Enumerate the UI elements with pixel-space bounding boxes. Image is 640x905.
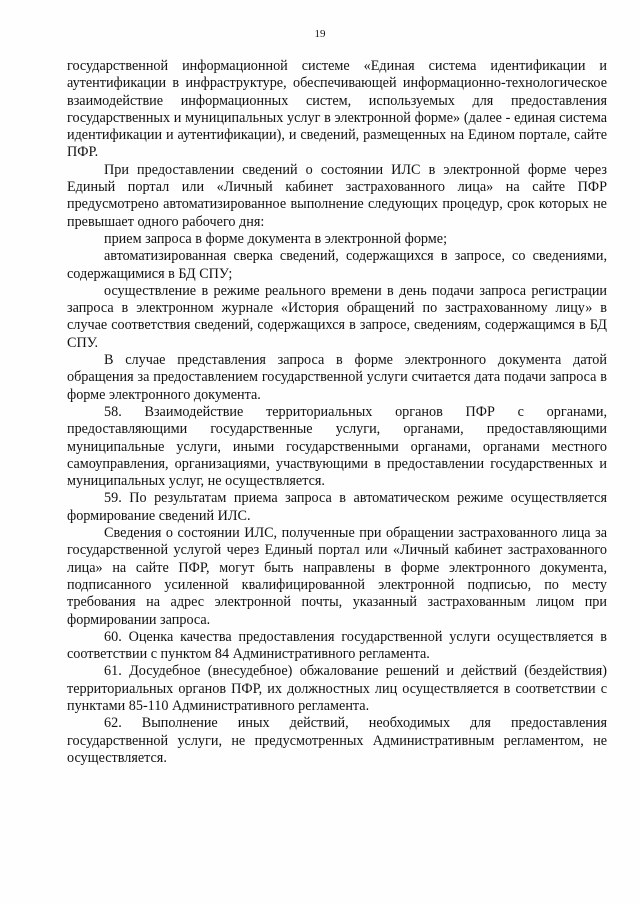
paragraph-ils-delivery: Сведения о состоянии ИЛС, полученные при обращении застрахованного лица за государственной услугой через Единый портал или «Личный кабинет застрахованного лица» на сайте ПФР, могут быть направлены в форме электронного документа, подписанного усиленной квалифицированной электронной подписью, по месту требования на адрес электронной почты, указанный застрахованным лицом при формировании запроса. [67,525,607,628]
paragraph-clause-61: 61. Досудебное (внесудебное) обжалование решений и действий (бездействия) территориальных органов ПФР, их должностных лиц осуществляется в соответствии с пунктами 85-110 Административного регламента. [67,663,607,714]
paragraph-clause-60: 60. Оценка качества предоставления государственной услуги осуществляется в соответствии с пунктом 84 Административного регламента. [67,628,607,663]
paragraph-continuation: государственной информационной системе «Единая система идентификации и аутентификации в инфраструктуре, обеспечивающей информационно-технологическое взаимодействие информационных систем, используемых для предоставления государственных и муниципальных услуг в электронной форме» (далее - единая система идентификации и аутентификации), и сведений, размещенных на Едином портале, сайте ПФР. [67,58,607,161]
paragraph-clause-59: 59. По результатам приема запроса в автоматическом режиме осуществляется формирование сведений ИЛС. [67,490,607,524]
paragraph-procedure-check: автоматизированная сверка сведений, содержащихся в запросе, со сведениями, содержащимися в БД СПУ; [67,248,607,282]
page-number: 19 [314,28,326,40]
paragraph-request-date: В случае представления запроса в форме электронного документа датой обращения за предоставлением государственной услуги считается дата подачи запроса в форме электронного документа. [67,352,607,403]
document-body [67,58,607,767]
paragraph-ils-electronic: При предоставлении сведений о состоянии ИЛС в электронной форме через Единый портал или «Личный кабинет застрахованного лица» на сайте ПФР предусмотрено автоматизированное выполнение следующих процедур, срок которых не превышает одного рабочего дня: [67,161,607,230]
paragraph-clause-62: 62. Выполнение иных действий, необходимых для предоставления государственной услуги, не предусмотренных Административным регламентом, не осуществляется. [67,715,607,766]
paragraph-procedure-registration: осуществление в режиме реального времени в день подачи запроса регистрации запроса в электронном журнале «История обращений по застрахованному лицу» в случае соответствия сведений, содержащихся в запросе, сведениям, содержащимся в БД СПУ. [67,282,607,351]
paragraph-clause-58: 58. Взаимодействие территориальных органов ПФР с органами, предоставляющими государственные услуги, органами, предоставляющими муниципальные услуги, иными государственными органами, органами местного самоуправления, организациями, участвующими в предоставлении государственных и муниципальных услуг, не осуществляется. [67,403,607,490]
paragraph-procedure-receipt: прием запроса в форме документа в электронной форме; [104,230,448,247]
